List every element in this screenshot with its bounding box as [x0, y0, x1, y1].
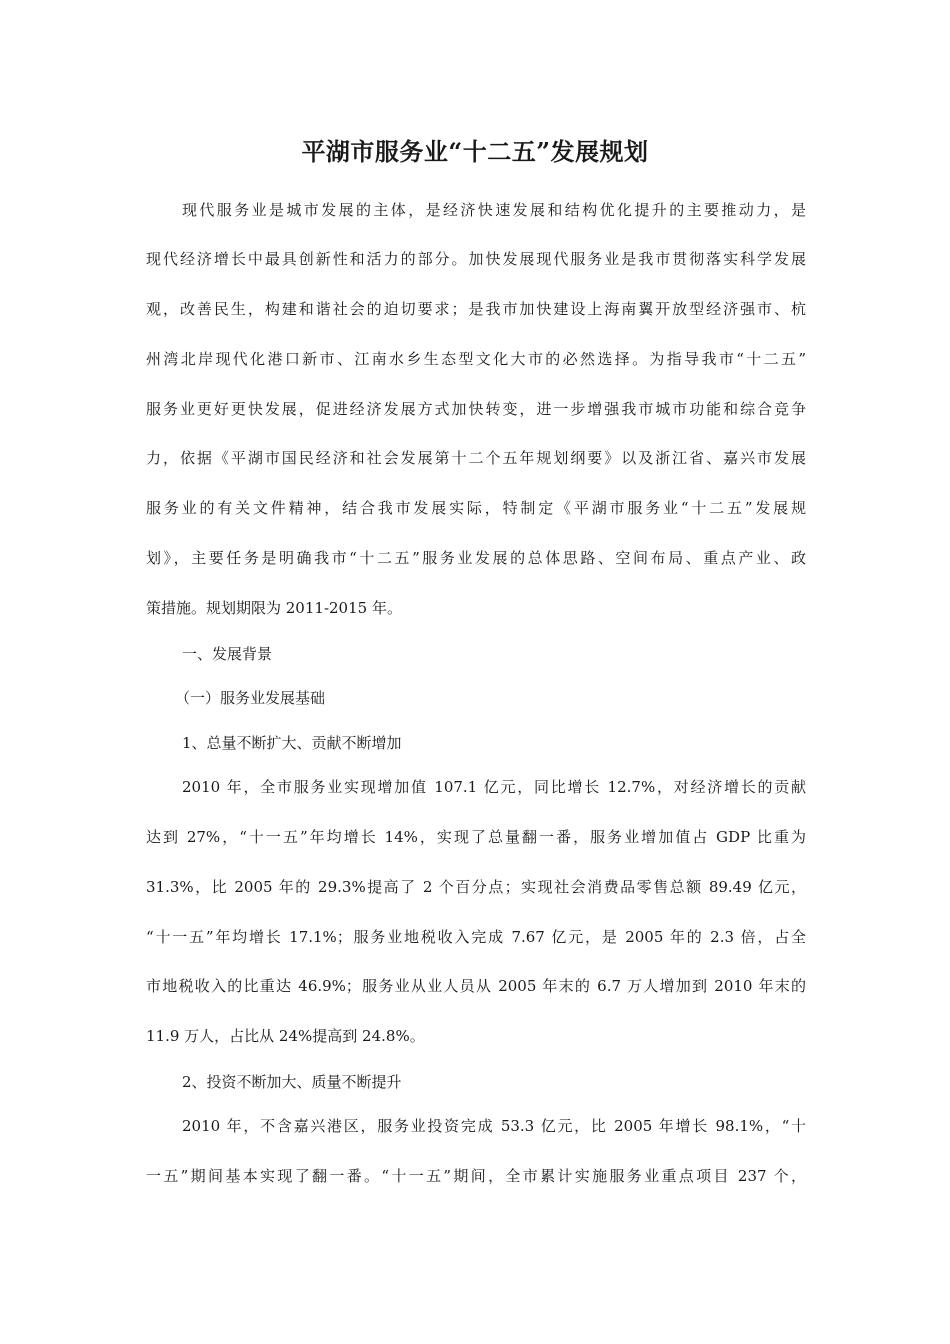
paragraph-line: 州湾北岸现代化港口新市、江南水乡生态型文化大市的必然选择。为指导我市“十二五”	[146, 350, 806, 368]
paragraph-line: 2010 年，全市服务业实现增加值 107.1 亿元，同比增长 12.7%，对经济增长的贡献	[182, 778, 806, 796]
paragraph-line: 服务业的有关文件精神，结合我市发展实际，特制定《平湖市服务业“十二五”发展规	[146, 499, 806, 517]
paragraph-line: 观，改善民生，构建和谐社会的迫切要求；是我市加快建设上海南翼开放型经济强市、杭	[146, 300, 806, 318]
paragraph-line: 2010 年，不含嘉兴港区，服务业投资完成 53.3 亿元，比 2005 年增长 98.1%，“十	[182, 1117, 806, 1135]
item-heading: 2、投资不断加大、质量不断提升	[182, 1073, 402, 1091]
document-title: 平湖市服务业“十二五”发展规划	[301, 137, 649, 166]
paragraph-line: 服务业更好更快发展，促进经济发展方式加快转变，进一步增强我市城市功能和综合竞争	[146, 400, 806, 418]
paragraph-line: 11.9 万人，占比从 24%提高到 24.8%。	[146, 1027, 425, 1045]
paragraph-line: 力，依据《平湖市国民经济和社会发展第十二个五年规划纲要》以及浙江省、嘉兴市发展	[146, 449, 806, 467]
paragraph-line: 策措施。规划期限为 2011-2015 年。	[146, 599, 402, 617]
item-heading: 1、总量不断扩大、贡献不断增加	[182, 734, 402, 752]
paragraph-line: 达到 27%，“十一五”年均增长 14%，实现了总量翻一番，服务业增加值占 GDP 比重为	[146, 828, 806, 846]
paragraph-line: 一五”期间基本实现了翻一番。“十一五”期间，全市累计实施服务业重点项目 237 个，	[146, 1167, 806, 1185]
paragraph-line: 划》，主要任务是明确我市“十二五”服务业发展的总体思路、空间布局、重点产业、政	[146, 549, 806, 567]
paragraph-line: 市地税收入的比重达 46.9%；服务业从业人员从 2005 年末的 6.7 万人增加到 2010 年末的	[146, 977, 806, 995]
paragraph-line: 现代经济增长中最具创新性和活力的部分。加快发展现代服务业是我市贯彻落实科学发展	[146, 250, 806, 268]
section-heading: 一、发展背景	[182, 645, 273, 663]
paragraph-line: 现代服务业是城市发展的主体，是经济快速发展和结构优化提升的主要推动力，是	[182, 201, 806, 219]
paragraph-line: 31.3%，比 2005 年的 29.3%提高了 2 个百分点；实现社会消费品零售总额 89.49 亿元，	[146, 878, 806, 896]
subsection-heading: （一）服务业发展基础	[175, 689, 326, 707]
paragraph-line: “十一五”年均增长 17.1%；服务业地税收入完成 7.67 亿元，是 2005 年的 2.3 倍，占全	[146, 928, 806, 946]
